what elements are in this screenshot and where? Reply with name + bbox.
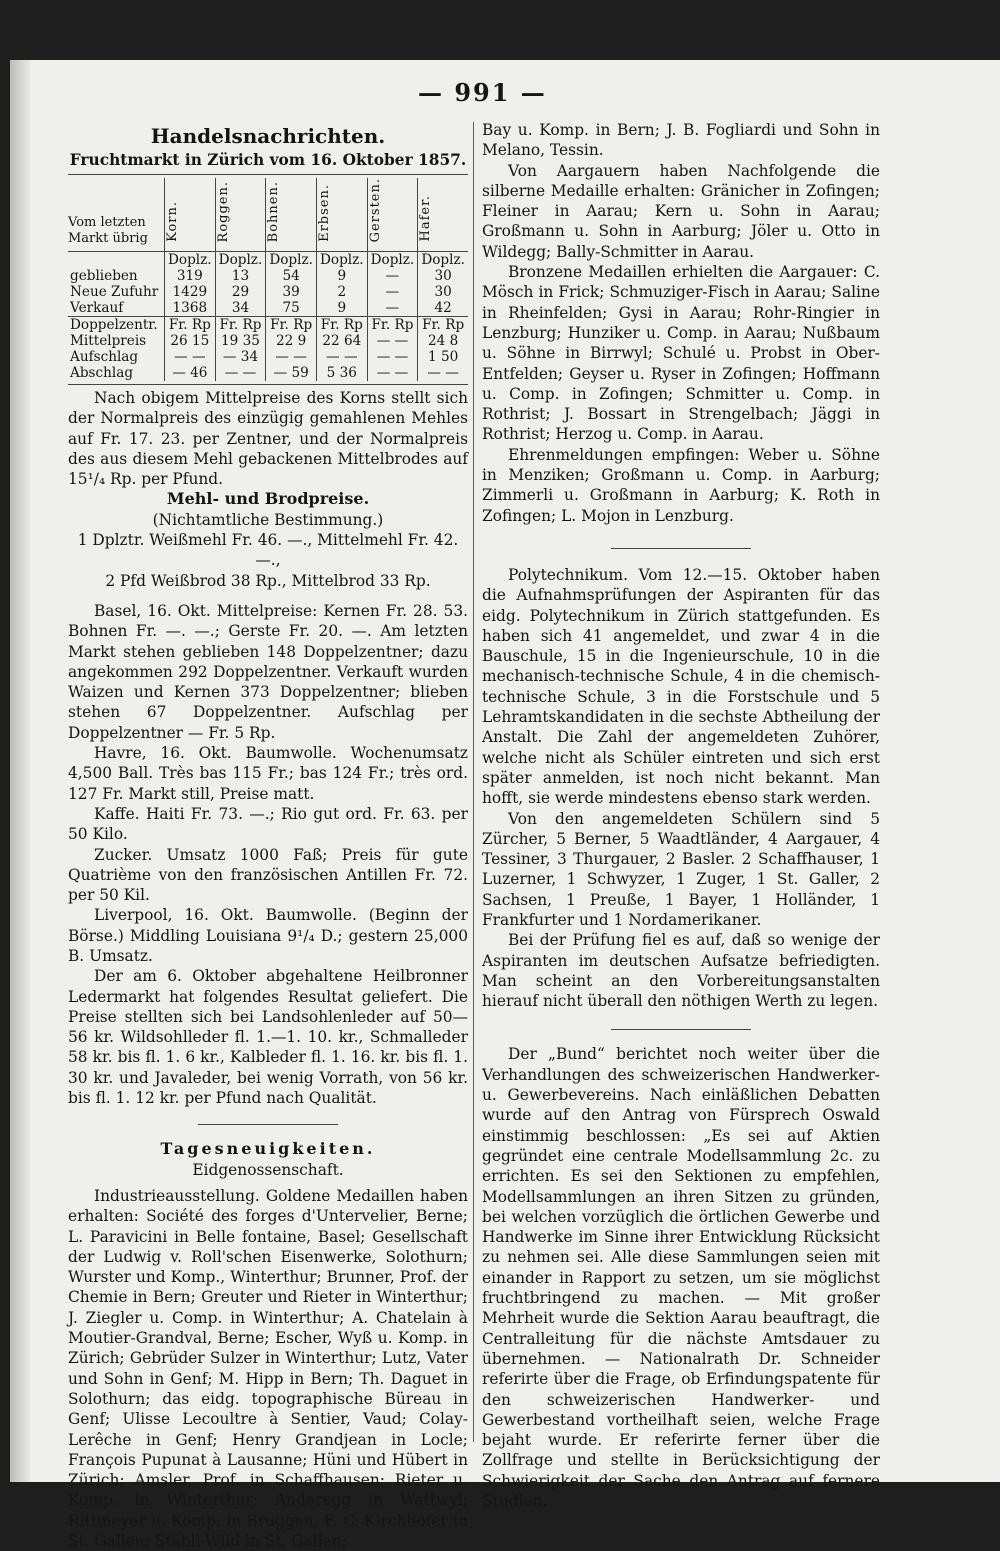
divider bbox=[611, 548, 751, 549]
paragraph-schueler: Von den angemeldeten Schülern sind 5 Zürcher, 5 Berner, 5 Waadtländer, 4 Aargauer, 4 Tessiner, 3 Thurgauer, 2 Basler. 2 Schaffhauser, 1 Luzerner, 1 Schwyzer, 1 Zuger, 1 St. Galler, 2 Sachsen, 1 Preuße, 1 Bayer, 1 Holländer, 1 Frankfurter und 1 Nordamerikaner. bbox=[482, 809, 880, 929]
left-column bbox=[68, 120, 468, 1551]
right-column bbox=[482, 120, 880, 1511]
tagesneuigkeiten-title: Tagesneuigkeiten. bbox=[160, 1139, 376, 1159]
eidgenossenschaft-title: Eidgenossenschaft. bbox=[192, 1160, 344, 1179]
newspaper-page bbox=[10, 60, 1000, 1551]
paragraph-liverpool: Liverpool, 16. Okt. Baumwolle. (Beginn der Börse.) Middling Louisiana 9¹/₄ D.; gestern 25,000 B. Umsatz. bbox=[68, 906, 468, 965]
table-label-header bbox=[68, 178, 165, 252]
market-title: Fruchtmarkt in Zürich vom 16. Oktober 1857. bbox=[69, 151, 467, 170]
column-header: Bohnen. bbox=[266, 178, 317, 252]
paragraph-pruefung: Bei der Prüfung fiel es auf, daß so wenige der Aspiranten im deutschen Aufsatze befriedigten. Man scheint an den Vorbereitungsanstalten hierauf nicht überall den nöthigen Werth zu legen. bbox=[482, 931, 880, 1011]
paragraph-basel: Basel, 16. Okt. Mittelpreise: Kernen Fr. 28. 53. Bohnen Fr. —. —.; Gerste Fr. 20. —. Am letzten Markt stehen geblieben 148 Doppelzentner; dazu angekommen 292 Doppelzentner. Verkauft wurden Waizen und Kernen 373 Doppelzentner; blieben stehen 67 Doppelzentner. Aufschlag per Doppelzentner — Fr. 5 Rp. bbox=[68, 601, 468, 742]
divider bbox=[198, 1124, 338, 1125]
paragraph-leder: Der am 6. Oktober abgehaltene Heilbronner Ledermarkt hat folgendes Resultat geliefert. Die Preise stellten sich bei Landsohlenleder auf 50—56 kr. Wildsohlleder fl. 1.—1. 10. kr., Schmalleder 58 kr. bis fl. 1. 6 kr., Kalbleder fl. 1. 16. kr. bis fl. 1. 30 kr. und Javaleder, bei wenig Vorrath, von 56 kr. bis fl. 1. 12 kr. per Pfund nach Qualität. bbox=[68, 967, 468, 1108]
column-header: Gersten. bbox=[367, 178, 418, 252]
section-title-handelsnachrichten: Handelsnachrichten. bbox=[150, 124, 386, 148]
unit-row: Doplz. Doplz. Doplz. Doplz. Doplz. Doplz. bbox=[68, 251, 468, 268]
paragraph-bronze: Bronzene Medaillen erhielten die Aargauer: C. Mösch in Frick; Schmuziger-Fisch in Aarau; Saline in Rheinfelden; Gysi in Aarau; Rohr-Ringier in Lenzburg; Hunziker u. Comp. in Aarau; Nußbaum u. Söhne in Birrwyl; Schulé u. Probst in Ober-Entfelden; Geyser u. Ryser in Zofingen; Hoffmann u. Comp. in Zofingen; Schmitter u. Comp. in Rothrist; J. Bossart in Strengelbach; Jäggi in Rothrist; Herzog u. Comp. in Aarau. bbox=[482, 263, 880, 444]
table-row: Neue Zufuhr 1429 29 39 2 — 30 bbox=[68, 284, 468, 300]
table-row: geblieben 319 13 54 9 — 30 bbox=[68, 268, 468, 284]
column-header: Roggen. bbox=[215, 178, 266, 252]
paragraph-bund: Der „Bund“ berichtet noch weiter über die Verhandlungen des schweizerischen Handwerker- u. Gewerbevereins. Nach einläßlichen Debatten wurde auf den Antrag von Fürsprech Oswald einstimmig beschlossen: „Es sei auf Aktien gegründet eine centrale Modellsammlung 2c. zu errichten. Es sei den Sektionen zu empfehlen, Modellsammlungen an ihren Sitzen zu gründen, bei welchen vorzüglich die örtlichen Gewerbe und Handwerke im Sinne ihrer Entwicklung Rücksicht zu nehmen sei. Alle diese Sammlungen seien mit einander in Rapport zu setzen, um sie möglichst fruchtbringend zu machen. — Mit großer Mehrheit wurde die Sektion Aarau beauftragt, die Centralleitung für die nächste Amtsdauer zu übernehmen. — Nationalrath Dr. Schneider referirte über die Frage, ob Erfindungspatente für den schweizerischen Handwerker- und Gewerbestand vortheilhaft seien, welche Frage bejaht wurde. Er referirte ferner über die Zollfrage und stellte in Berücksichtigung der Schwierigkeit der Sache den Antrag auf fernere Studien. bbox=[482, 1045, 880, 1510]
paragraph-continuation: Bay u. Komp. in Bern; J. B. Fogliardi und Sohn in Melano, Tessin. bbox=[482, 121, 880, 160]
page-spine bbox=[10, 60, 30, 1482]
column-header: Hafer. bbox=[418, 178, 468, 252]
paragraph-zucker: Zucker. Umsatz 1000 Faß; Preis für gute Quatrième von den französischen Antillen Fr. 72. per 50 Kil. bbox=[68, 845, 468, 905]
paragraph-havre: Havre, 16. Okt. Baumwolle. Wochenumsatz 4,500 Ball. Très bas 115 Fr.; bas 124 Fr.; très ord. 127 Fr. Markt still, Preise matt. bbox=[68, 744, 468, 803]
column-divider bbox=[473, 122, 474, 1442]
mehl-line-1: 1 Dplztr. Weißmehl Fr. 46. —., Mittelmehl Fr. 42. —., bbox=[77, 531, 459, 570]
label-header-line-1: Vom letzten bbox=[68, 214, 146, 230]
mehl-subtitle: (Nichtamtliche Bestimmung.) bbox=[152, 510, 384, 529]
paragraph-kaffe: Kaffe. Haiti Fr. 73. —.; Rio gut ord. Fr. 63. per 50 Kilo. bbox=[68, 804, 468, 844]
paragraph-silber: Von Aargauern haben Nachfolgende die silberne Medaille erhalten: Gränicher in Zofingen; Fleiner in Aarau; Kern u. Sohn in Aarau; Großmann u. Sohn in Aarburg; Jöler u. Otto in Wildegg; Bally-Schmitter in Aarau. bbox=[482, 161, 880, 261]
paragraph-normalpreis: Nach obigem Mittelpreise des Korns stellt sich der Normalpreis des einzügig gemahlenen Mehles auf Fr. 17. 23. per Zentner, und der Normalpreis des aus diesem Mehl gebackenen Mittelbrodes auf 15¹/₄ Rp. per Pfund. bbox=[68, 388, 468, 489]
grain-market-table bbox=[68, 178, 468, 381]
table-row: Verkauf 1368 34 75 9 — 42 bbox=[68, 300, 468, 317]
paragraph-polytechnikum: Polytechnikum. Vom 12.—15. Oktober haben die Aufnahmsprüfungen der Aspiranten für das eidg. Polytechnikum in Zürich stattgefunden. Es haben sich 41 angemeldet, und zwar 4 in die Bauschule, 15 in die Ingenieurschule, 10 in die mechanisch-technische Schule, 4 in die chemisch-technische Schule, 3 in die Forstschule und 5 Lehramtskandidaten in die sechste Abtheilung der Anstalt. Die Zahl der angemeldeten Zuhörer, welche nicht als Schüler eintreten und sich erst später anmelden, ist noch nicht bekannt. Man hofft, sie werde mindestens ebenso stark werden. bbox=[482, 565, 880, 808]
divider bbox=[68, 174, 468, 175]
column-header: Erbsen. bbox=[316, 178, 367, 252]
table-row: Mittelpreis 26 15 19 35 22 9 22 64 — — 24 8 bbox=[68, 333, 468, 349]
mehl-title: Mehl- und Brodpreise. bbox=[166, 489, 370, 509]
paragraph-industrieausstellung: Industrieausstellung. Goldene Medaillen haben erhalten: Société des forges d'Untervelier, Berne; L. Paravicini in Belle fontaine, Basel; Gesellschaft der Ludwig v. Roll'schen Eisenwerke, Solothurn; Wurster und Komp., Winterthur; Brunner, Prof. der Chemie in Bern; Greuter und Rieter in Winterthur; J. Ziegler u. Comp. in Winterthur; A. Chatelain à Moutier-Grandval, Berne; Escher, Wyß u. Komp. in Zürich; Gebrüder Sulzer in Winterthur; Lutz, Vater und Sohn in Genf; M. Hipp in Bern; Th. Daguet in Solothurn; das eidg. topographische Büreau in Genf; Ulisse Lecoultre à Sentier, Vaud; Colay-Lerêche in Genf; Henry Grandjean in Locle; François Pupunat à Lausanne; Hüni und Hübert in Zürich; Amsler, Prof. in Schaffhausen; Rieter u. Komp. in Winterthur; Anderegg in Wattwyl; Rittmeyer u. Komp. in Bruggen; F. C. Kirchhofer in St. Gallen; Stähli-Wild in St. Gallen; bbox=[68, 1186, 468, 1551]
page-number: — 991 — bbox=[418, 78, 547, 107]
label-header-line-2: Markt übrig bbox=[68, 230, 148, 246]
table-row: Aufschlag — — — 34 — — — — — — 1 50 bbox=[68, 349, 468, 365]
paragraph-ehren: Ehrenmeldungen empfingen: Weber u. Söhne in Menziken; Großmann u. Comp. in Aarburg; Zimmerli u. Großmann in Aarburg; K. Roth in Zofingen; L. Mojon in Lenzburg. bbox=[482, 445, 880, 525]
price-unit-row: Doppelzentr. Fr. Rp Fr. Rp Fr. Rp Fr. Rp Fr. Rp Fr. Rp bbox=[68, 316, 468, 333]
mehl-line-2: 2 Pfd Weißbrod 38 Rp., Mittelbrod 33 Rp. bbox=[105, 571, 431, 590]
divider bbox=[68, 384, 468, 385]
column-header: Korn. bbox=[165, 178, 216, 252]
table-row: Abschlag — 46 — — — 59 5 36 — — — — bbox=[68, 365, 468, 381]
divider bbox=[611, 1029, 751, 1030]
